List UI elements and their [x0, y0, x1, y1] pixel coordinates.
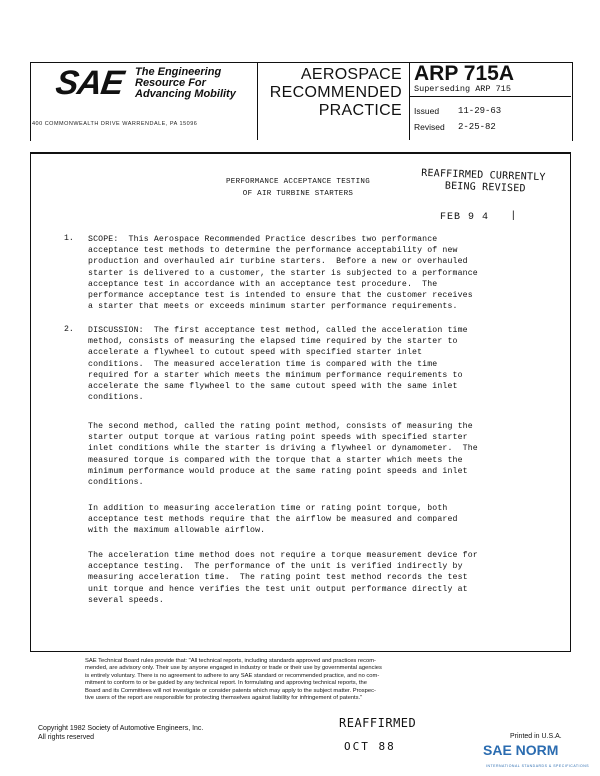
section-2-number: 2.	[64, 325, 74, 334]
issue-labels	[414, 103, 445, 135]
printed-in: Printed in U.S.A.	[510, 733, 562, 740]
practice-line-3: PRACTICE	[318, 102, 402, 119]
issue-values	[458, 103, 501, 135]
reaffirmed-footer-date: OCT 88	[344, 740, 396, 753]
issued-label: Issued	[414, 106, 440, 116]
tagline-line-1: The Engineering	[135, 66, 222, 78]
practice-type	[257, 66, 402, 120]
reaffirmed-footer-stamp: REAFFIRMED	[339, 716, 417, 730]
section-2-paragraph-4: The acceleration time method does not require a torque measurement device for acceptance testing. The performance of the unit is verified indirectly by measuring acceleration time. The rating point test method records the test unit torque and hence verifies the test unit output performance directly at several speeds.	[88, 551, 478, 605]
technical-board-notice: SAE Technical Board rules provide that: "All technical reports, including standards approved and practices recom- mended, are advisory only. Their use by anyone engaged in industry or trade or their use by governmental agencies is entirely voluntary. There is no agreement to adhere to any SAE standard or recommended practice, and no com- mitment to conform to or be guided by any technical report. In formulating and approving technical reports, the Board and its Committees will not investigate or consider patents which may apply to the subject matter. Prospec- tive users of the report are responsible for protecting themselves against liability for infringement of patents."	[85, 658, 382, 702]
sae-norm-watermark: SAE NORM	[483, 742, 559, 758]
stamp-mark: |	[512, 210, 515, 221]
stamp-date: FEB 9 4	[440, 212, 490, 223]
revised-date: 2-25-82	[458, 122, 496, 132]
practice-line-1: AEROSPACE	[300, 66, 402, 83]
section-2-paragraph-3: In addition to measuring acceleration time or rating point torque, both acceptance test methods require that the airflow be measured and compared with the maximum allowable airflow.	[88, 504, 458, 536]
stamp-line-1: REAFFIRMED CURRENTLY	[421, 167, 546, 184]
title-line-1: PERFORMANCE ACCEPTANCE TESTING	[225, 178, 371, 186]
tagline-line-3: Advancing Mobility	[135, 88, 236, 100]
title-line-2: OF AIR TURBINE STARTERS	[242, 190, 354, 198]
revised-label: Revised	[414, 122, 445, 132]
copyright-text: Copyright 1982 Society of Automotive Engineers, Inc.	[38, 725, 204, 732]
superseding-note: Superseding ARP 715	[414, 84, 511, 94]
tagline-line-2: Resource For	[135, 77, 206, 89]
header-divider-issue	[409, 96, 571, 97]
section-1-number: 1.	[64, 234, 74, 243]
document-title	[180, 176, 416, 200]
stamp-line-2: BEING REVISED	[444, 180, 526, 195]
rights-text: All rights reserved	[38, 734, 95, 741]
sae-norm-watermark-subtitle: INTERNATIONAL STANDARDS & SPECIFICATIONS	[486, 764, 590, 768]
issued-date: 11-29-63	[458, 106, 502, 116]
sae-logo: SAE	[53, 64, 126, 102]
sae-tagline	[135, 67, 236, 100]
header-divider-right	[409, 62, 410, 140]
sae-address: 400 COMMONWEALTH DRIVE WARRENDALE, PA 15096	[32, 121, 198, 127]
section-1-scope: SCOPE: This Aerospace Recommended Practice describes two performance acceptance test methods to determine the performance acceptability of new production and overhauled air turbine starters. Before a new or overhauled starter is delivered to a customer, the starter is subjected to a performance acceptance test in accordance with an acceptance test procedure. The performance acceptance test is intended to ensure that the customer receives a starter that meets or exceeds minimum starter performance requirements.	[88, 235, 478, 312]
section-2-paragraph-2: The second method, called the rating point method, consists of measuring the starter output torque at various rating point speeds with specified starter inlet conditions while the starter is driving a flywheel or dynamometer. The measured torque is compared with the torque that a starter which meets the minimum performance would produce at the same rating point speeds and inlet conditions.	[88, 422, 478, 488]
copyright-block	[38, 724, 203, 742]
section-2-paragraph-1: DISCUSSION: The first acceptance test method, called the acceleration time method, consists of measuring the elapsed time required by the starter to accelerate a flywheel to cutout speed with specified starter inlet conditions. The measured acceleration time is compared with the time required for a starter which meets the minimum performance requirements to accelerate the same flywheel to the same cutout speed with the same inlet conditions.	[88, 326, 468, 403]
reaffirmed-stamp	[421, 168, 546, 196]
document-number: ARP 715A	[414, 62, 514, 85]
practice-line-2: RECOMMENDED	[269, 84, 402, 101]
